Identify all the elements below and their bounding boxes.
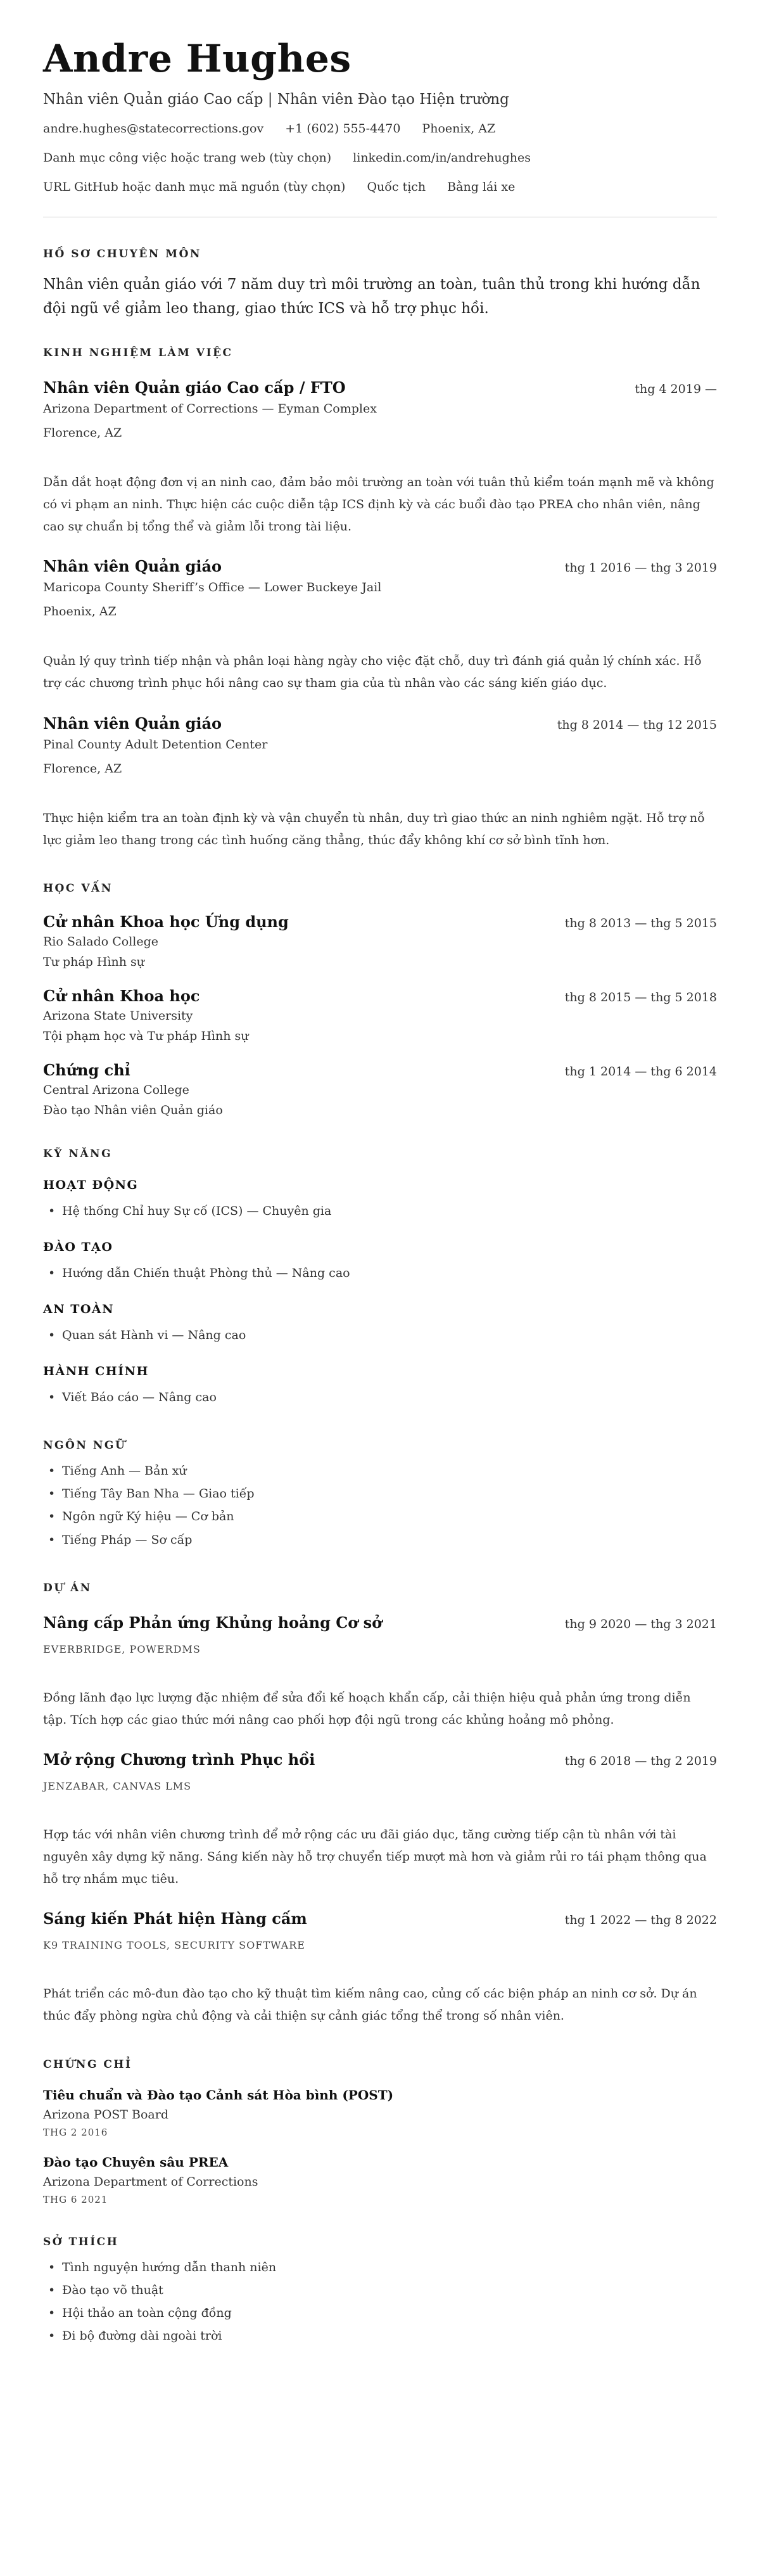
project-date: thg 9 2020 — thg 3 2021 bbox=[564, 1617, 717, 1631]
certification-name: Tiêu chuẩn và Đào tạo Cảnh sát Hòa bình (POST) bbox=[43, 2087, 394, 2103]
section-title-experience: KINH NGHIỆM LÀM VIỆC bbox=[43, 346, 233, 359]
experience-item bbox=[43, 714, 717, 852]
section-title-languages: NGÔN NGỮ bbox=[43, 1439, 127, 1452]
contact-row-2 bbox=[43, 151, 717, 165]
summary-text: Nhân viên quản giáo với 7 năm duy trì môi trường an toàn, tuân thủ trong khi hướng dẫn đội ngũ về giảm leo thang, giao thức ICS và hỗ trợ phục hồi. bbox=[43, 276, 700, 317]
candidate-headline: Nhân viên Quản giáo Cao cấp | Nhân viên Đào tạo Hiện trường bbox=[43, 91, 509, 108]
degree-title: Chứng chỉ bbox=[43, 1060, 130, 1079]
resume-header bbox=[43, 38, 717, 194]
job-employer: Pinal County Adult Detention Center bbox=[43, 737, 268, 752]
education-item bbox=[43, 1061, 717, 1117]
job-description: Dẫn dắt hoạt động đơn vị an ninh cao, đảm bảo môi trường an toàn với tuân thủ kiểm toán mạnh mẽ và không có vi phạm an ninh. Thực hiện các cuộc diễn tập ICS định kỳ và các buổi đào tạo PREA cho nhân viên, nâng cao sự chuẩn bị tổng thể và giảm lỗi trong tài liệu. bbox=[43, 475, 714, 534]
job-title: Nhân viên Quản giáo Cao cấp / FTO bbox=[43, 378, 346, 397]
project-date: thg 1 2022 — thg 8 2022 bbox=[564, 1913, 717, 1928]
certification-item bbox=[43, 2155, 717, 2205]
skill-group bbox=[43, 1240, 717, 1285]
candidate-name: Andre Hughes bbox=[43, 37, 352, 81]
language-item: • Tiếng Anh — Bản xứ bbox=[43, 1459, 717, 1482]
certification-issuer: Arizona POST Board bbox=[43, 2107, 168, 2122]
project-title: Nâng cấp Phản ứng Khủng hoảng Cơ sở bbox=[43, 1613, 383, 1632]
skill-group-title: ĐÀO TẠO bbox=[43, 1240, 113, 1254]
summary-section bbox=[43, 248, 717, 321]
section-title-skills: KỸ NĂNG bbox=[43, 1147, 113, 1160]
contact-github[interactable]: URL GitHub hoặc danh mục mã nguồn (tùy chọn) bbox=[43, 180, 346, 194]
job-description: Thực hiện kiểm tra an toàn định kỳ và vận chuyển tù nhân, duy trì giao thức an ninh nghiêm ngặt. Hỗ trợ nỗ lực giảm leo thang trong các tình huống căng thẳng, thúc đẩy không khí cơ sở bình tĩnh hơn. bbox=[43, 811, 705, 847]
section-title-interests: SỞ THÍCH bbox=[43, 2235, 119, 2248]
degree-date: thg 1 2014 — thg 6 2014 bbox=[564, 1064, 717, 1079]
interest-item: • Đi bộ đường dài ngoài trời bbox=[43, 2324, 717, 2347]
skill-group-title: AN TOÀN bbox=[43, 1302, 115, 1317]
experience-item bbox=[43, 557, 717, 695]
skill-group bbox=[43, 1178, 717, 1222]
job-date: thg 8 2014 — thg 12 2015 bbox=[557, 717, 717, 732]
project-description: Đồng lãnh đạo lực lượng đặc nhiệm để sửa đổi kế hoạch khẩn cấp, cải thiện hiệu quả phản ứng trong diễn tập. Tích hợp các giao thức mới nâng cao phối hợp đội ngũ trong các khủng hoảng mô phỏng. bbox=[43, 1690, 691, 1727]
job-location: Phoenix, AZ bbox=[43, 605, 117, 619]
section-title-projects: DỰ ÁN bbox=[43, 1581, 92, 1594]
experience-item bbox=[43, 378, 717, 538]
interest-item: • Đào tạo võ thuật bbox=[43, 2279, 717, 2302]
certifications-section bbox=[43, 2058, 717, 2205]
projects-section bbox=[43, 1582, 717, 2028]
skill-group-title: HOẠT ĐỘNG bbox=[43, 1177, 139, 1192]
certification-date: THG 2 2016 bbox=[43, 2126, 108, 2138]
contact-email[interactable]: andre.hughes@statecorrections.gov bbox=[43, 122, 264, 136]
skill-item: • Quan sát Hành vi — Nâng cao bbox=[43, 1324, 717, 1347]
skill-group bbox=[43, 1302, 717, 1347]
job-title: Nhân viên Quản giáo bbox=[43, 714, 222, 733]
study-field: Tư pháp Hình sự bbox=[43, 954, 145, 969]
project-item bbox=[43, 1909, 717, 2027]
certification-issuer: Arizona Department of Corrections bbox=[43, 2174, 258, 2189]
certification-date: THG 6 2021 bbox=[43, 2193, 108, 2205]
language-item: • Ngôn ngữ Ký hiệu — Cơ bản bbox=[43, 1505, 717, 1528]
project-description: Hợp tác với nhân viên chương trình để mở rộng các ưu đãi giáo dục, tăng cường tiếp cận tù nhân với tài nguyên xây dựng kỹ năng. Sáng kiến này hỗ trợ chuyển tiếp mượt mà hơn và giảm rủi ro tái phạm thông qua hỗ trợ nhắm mục tiêu. bbox=[43, 1827, 707, 1887]
experience-section bbox=[43, 347, 717, 852]
contact-portfolio[interactable]: Danh mục công việc hoặc trang web (tùy chọn) bbox=[43, 151, 332, 165]
degree-title: Cử nhân Khoa học bbox=[43, 986, 200, 1005]
contact-phone[interactable]: +1 (602) 555-4470 bbox=[285, 122, 401, 136]
project-date: thg 6 2018 — thg 2 2019 bbox=[564, 1753, 717, 1768]
interest-item: • Tình nguyện hướng dẫn thanh niên bbox=[43, 2256, 717, 2279]
job-title: Nhân viên Quản giáo bbox=[43, 557, 222, 576]
skill-group-title: HÀNH CHÍNH bbox=[43, 1364, 149, 1379]
interests-list bbox=[43, 2256, 717, 2347]
project-technologies: JENZABAR, CANVAS LMS bbox=[43, 1779, 192, 1792]
school-name: Rio Salado College bbox=[43, 934, 159, 949]
education-section bbox=[43, 882, 717, 1117]
languages-list bbox=[43, 1459, 717, 1551]
education-item bbox=[43, 987, 717, 1043]
language-item: • Tiếng Tây Ban Nha — Giao tiếp bbox=[43, 1482, 717, 1505]
project-title: Mở rộng Chương trình Phục hồi bbox=[43, 1750, 315, 1769]
project-item bbox=[43, 1613, 717, 1731]
contact-linkedin[interactable]: linkedin.com/in/andrehughes bbox=[353, 151, 531, 165]
skill-item: • Hệ thống Chỉ huy Sự cố (ICS) — Chuyên gia bbox=[43, 1200, 717, 1222]
project-description: Phát triển các mô-đun đào tạo cho kỹ thuật tìm kiếm nâng cao, củng cố các biện pháp an ninh cơ sở. Dự án thúc đẩy phòng ngừa chủ động và cải thiện sự cảnh giác tổng thể trong số nhân viên. bbox=[43, 1987, 697, 2023]
languages-section bbox=[43, 1439, 717, 1551]
skills-section bbox=[43, 1148, 717, 1409]
contact-row-1 bbox=[43, 122, 717, 136]
degree-date: thg 8 2015 — thg 5 2018 bbox=[564, 990, 717, 1004]
contact-row-3 bbox=[43, 180, 717, 194]
project-item bbox=[43, 1750, 717, 1890]
job-description: Quản lý quy trình tiếp nhận và phân loại hàng ngày cho việc đặt chỗ, duy trì đánh giá quản lý chính xác. Hỗ trợ các chương trình phục hồi nâng cao sự tham gia của tù nhân vào các sáng kiến giáo dục. bbox=[43, 654, 702, 691]
skill-item: • Viết Báo cáo — Nâng cao bbox=[43, 1386, 717, 1409]
job-employer: Maricopa County Sheriff’s Office — Lower Buckeye Jail bbox=[43, 580, 382, 595]
school-name: Central Arizona College bbox=[43, 1082, 189, 1097]
skill-group bbox=[43, 1364, 717, 1409]
project-title: Sáng kiến Phát hiện Hàng cấm bbox=[43, 1909, 307, 1928]
degree-date: thg 8 2013 — thg 5 2015 bbox=[564, 916, 717, 930]
job-date: thg 1 2016 — thg 3 2019 bbox=[564, 561, 717, 575]
school-name: Arizona State University bbox=[43, 1008, 193, 1023]
study-field: Tội phạm học và Tư pháp Hình sự bbox=[43, 1028, 249, 1043]
job-location: Florence, AZ bbox=[43, 425, 122, 440]
certification-item bbox=[43, 2087, 717, 2138]
interests-section bbox=[43, 2236, 717, 2347]
section-title-summary: HỒ SƠ CHUYÊN MÔN bbox=[43, 248, 201, 260]
contact-driving-license: Bằng lái xe bbox=[447, 180, 516, 194]
project-technologies: EVERBRIDGE, POWERDMS bbox=[43, 1643, 201, 1655]
job-date: thg 4 2019 — bbox=[635, 381, 717, 396]
job-location: Florence, AZ bbox=[43, 761, 122, 776]
section-title-education: HỌC VẤN bbox=[43, 881, 113, 895]
skill-item: • Hướng dẫn Chiến thuật Phòng thủ — Nâng cao bbox=[43, 1262, 717, 1285]
education-item bbox=[43, 913, 717, 969]
contact-location: Phoenix, AZ bbox=[422, 122, 496, 136]
degree-title: Cử nhân Khoa học Ứng dụng bbox=[43, 912, 289, 931]
contact-nationality: Quốc tịch bbox=[367, 180, 426, 194]
certification-name: Đào tạo Chuyên sâu PREA bbox=[43, 2154, 229, 2170]
study-field: Đào tạo Nhân viên Quản giáo bbox=[43, 1103, 223, 1117]
job-employer: Arizona Department of Corrections — Eyman Complex bbox=[43, 401, 377, 416]
language-item: • Tiếng Pháp — Sơ cấp bbox=[43, 1528, 717, 1551]
section-title-certifications: CHỨNG CHỈ bbox=[43, 2058, 132, 2071]
project-technologies: K9 TRAINING TOOLS, SECURITY SOFTWARE bbox=[43, 1939, 305, 1952]
interest-item: • Hội thảo an toàn cộng đồng bbox=[43, 2302, 717, 2324]
